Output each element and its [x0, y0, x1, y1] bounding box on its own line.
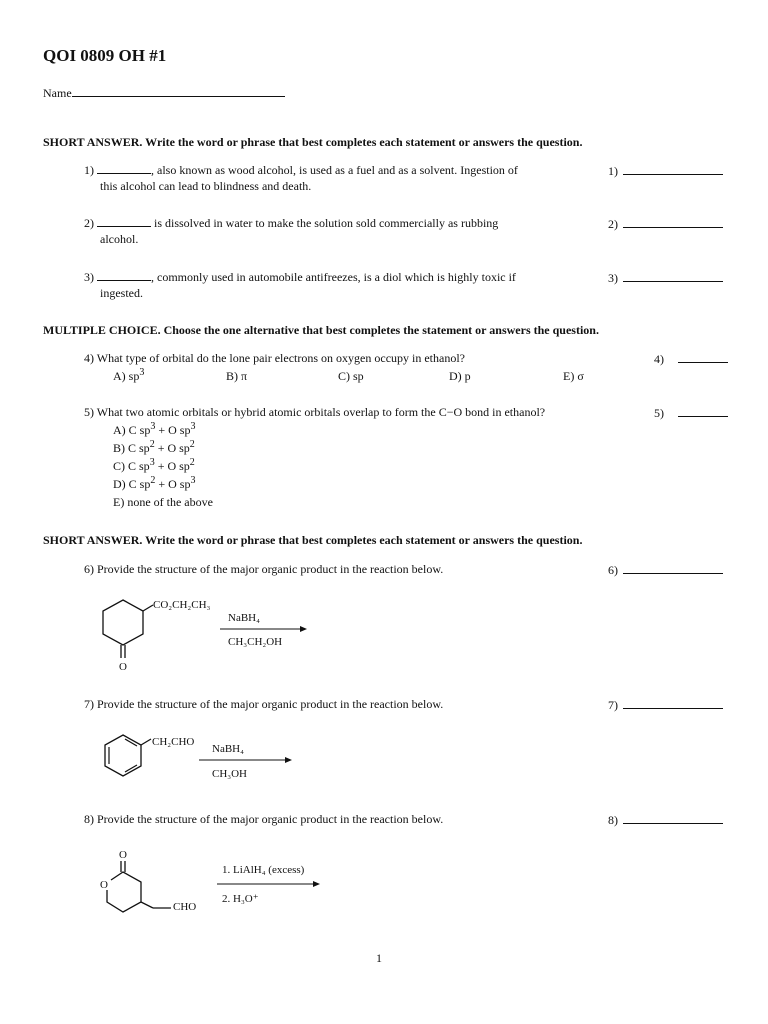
- carbonyl-oxygen: O: [119, 849, 127, 861]
- section-heading-short-answer: SHORT ANSWER. Write the word or phrase that best completes each statement or answers the question.: [43, 533, 583, 547]
- reagent-step-1: 1. LiAlH₄ (excess): [222, 864, 305, 876]
- bond: [143, 605, 153, 611]
- answer-slot-3[interactable]: 3): [608, 269, 723, 286]
- answer-slot-2[interactable]: 2): [608, 215, 723, 232]
- question-text: this alcohol can lead to blindness and death.: [100, 179, 312, 193]
- option-a[interactable]: A) $sp^3$: [113, 367, 145, 383]
- name-label: Name: [43, 86, 72, 100]
- section-heading-short-answer: SHORT ANSWER. Write the word or phrase that best completes each statement or answers the question.: [43, 135, 583, 149]
- question-3: 3) , commonly used in automobile antifreezes, is a diol which is highly toxic if ingested.: [84, 270, 516, 300]
- reaction-scheme-7: [95, 728, 305, 788]
- question-5: 5) What two atomic orbitals or hybrid atomic orbitals overlap to form the C−O bond in ethanol?: [84, 405, 546, 419]
- reagent-bottom: CH₃CH₂OH: [228, 636, 283, 648]
- substituent-label: CO₂CH₂CH₃: [153, 599, 211, 611]
- answer-slot-7[interactable]: 7): [608, 696, 723, 713]
- question-4: 4) What type of orbital do the lone pair electrons on oxygen occupy in ethanol?: [84, 351, 465, 365]
- reagent-top: NaBH₄: [228, 612, 260, 624]
- fill-blank[interactable]: [97, 216, 151, 227]
- arrow-head: [313, 881, 320, 887]
- ketone-oxygen: O: [119, 661, 127, 673]
- option-b[interactable]: B) π: [226, 369, 248, 383]
- section-heading-multiple-choice: MULTIPLE CHOICE. Choose the one alternative that best completes the statement or answers the question.: [43, 323, 599, 337]
- reaction-scheme-8: [95, 842, 335, 922]
- cyclohexane-ring: [103, 600, 143, 645]
- answer-slot-4[interactable]: 4): [654, 350, 728, 367]
- reagent-bottom: CH₃OH: [212, 768, 248, 780]
- fill-blank[interactable]: [97, 270, 151, 281]
- answer-slot-8[interactable]: 8): [608, 811, 723, 828]
- option-c[interactable]: C) sp: [338, 369, 364, 383]
- question-8: 8) Provide the structure of the major organic product in the reaction below.: [84, 812, 444, 826]
- substituent-label: CHO: [173, 901, 197, 913]
- substituent-label: CH₂CHO: [152, 736, 195, 748]
- answer-slot-1[interactable]: 1): [608, 162, 723, 179]
- question-7: 7) Provide the structure of the major organic product in the reaction below.: [84, 697, 444, 711]
- ring-oxygen: O: [100, 879, 108, 891]
- reagent-step-2: 2. H₃O⁺: [222, 893, 259, 905]
- question-6: 6) Provide the structure of the major organic product in the reaction below.: [84, 562, 444, 576]
- option-e[interactable]: E) σ: [563, 369, 584, 383]
- answer-slot-6[interactable]: 6): [608, 561, 723, 578]
- option-c[interactable]: C) C $sp^3 + O$ $sp^2$: [113, 457, 195, 473]
- question-2: 2) is dissolved in water to make the solution sold commercially as rubbing alcohol.: [84, 216, 499, 246]
- lactone-ring: [107, 872, 141, 912]
- benzene-ring: [105, 735, 141, 776]
- option-d[interactable]: D) C $sp^2 + O$ $sp^3$: [113, 475, 196, 491]
- option-b[interactable]: B) C $sp^2 + O$ $sp^2$: [113, 439, 195, 455]
- arrow-head: [285, 757, 292, 763]
- question-number: 1): [84, 163, 94, 177]
- arrow-head: [300, 626, 307, 632]
- answer-slot-5[interactable]: 5): [654, 404, 728, 421]
- name-field[interactable]: [43, 85, 285, 101]
- question-text: , also known as wood alcohol, is used as a fuel and as a solvent. Ingestion of: [151, 163, 518, 177]
- question-1: [84, 162, 518, 194]
- reaction-scheme-6: [95, 592, 315, 682]
- name-line[interactable]: [72, 85, 285, 97]
- reagent-top: NaBH₄: [212, 743, 244, 755]
- option-e[interactable]: E) none of the above: [113, 495, 213, 509]
- page-number: 1: [376, 951, 382, 965]
- fill-blank[interactable]: [97, 163, 151, 174]
- option-a[interactable]: A) C $sp^3 + O$ $sp^3$: [113, 421, 196, 437]
- page-title: QOI 0809 OH #1: [43, 46, 167, 65]
- option-d[interactable]: D) p: [449, 369, 471, 383]
